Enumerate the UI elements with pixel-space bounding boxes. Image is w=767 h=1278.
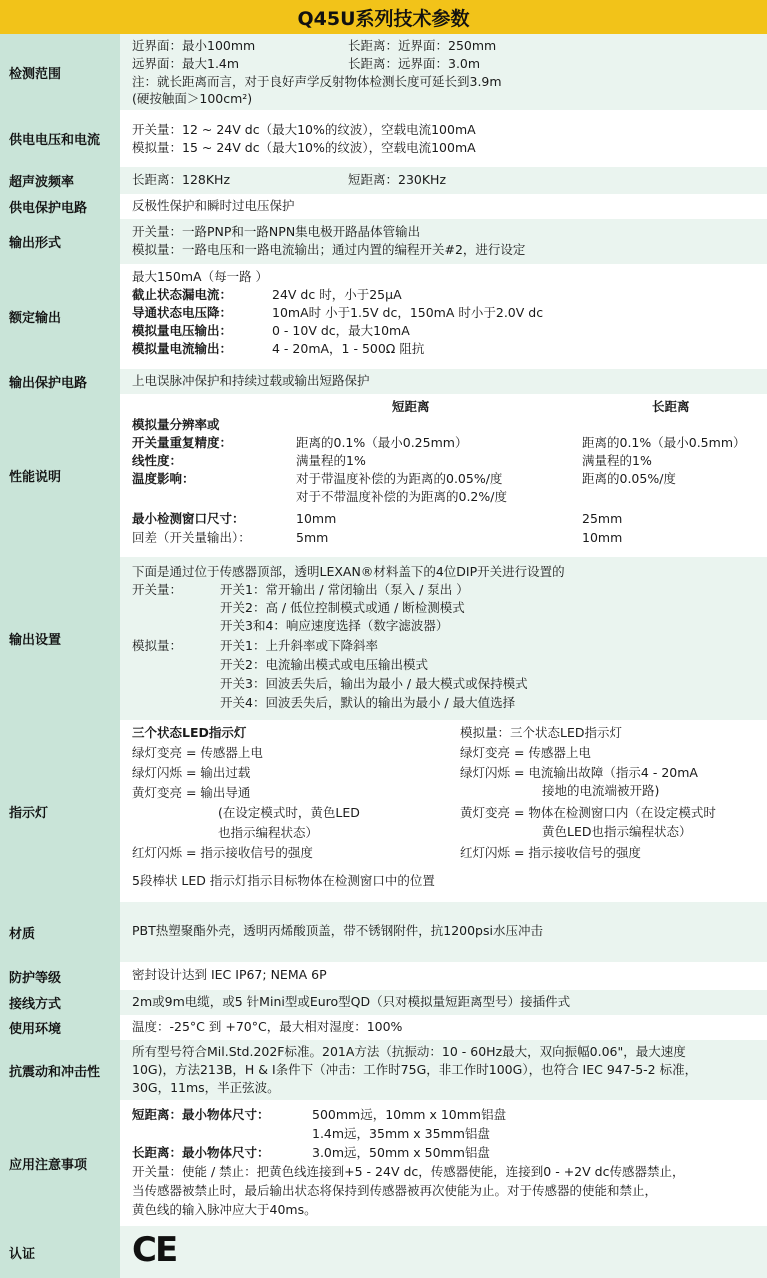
row-ultrasonic-frequency <box>0 167 767 194</box>
column-header: 短距离 <box>392 399 430 414</box>
text-line: 黄色LED也指示编程状态） <box>542 824 692 839</box>
text-line: 开关量： <box>132 582 183 597</box>
row-protection-class <box>0 962 767 990</box>
text-line: 24V dc 时，小于25μA <box>272 287 402 302</box>
text-line: 下面是通过位于传感器顶部，透明LEXAN®材料盖下的4位DIP开关进行设置的 <box>132 564 565 579</box>
text-line: 模拟量：三个状态LED指示灯 <box>460 725 622 740</box>
text-line: 10mm <box>296 511 337 526</box>
row-label: 输出设置 <box>0 557 120 720</box>
row-label: 抗震动和冲击性 <box>0 1040 120 1100</box>
text-line: 截止状态漏电流： <box>132 287 233 302</box>
text-line: 接地的电流端被开路) <box>542 783 660 798</box>
text-line: 温度影响： <box>132 471 195 486</box>
text-line: 0 - 10V dc，最大10mA <box>272 323 410 338</box>
row-label: 输出形式 <box>0 219 120 264</box>
text-line: 模拟量： <box>132 638 183 653</box>
row-content <box>120 1015 767 1040</box>
text-line: 开关量：使能 / 禁止：把黄色线连接到+5 - 24V dc，传感器使能，连接到0 - +2V dc传感器禁止， <box>132 1164 685 1179</box>
text-line: 长距离：最小物体尺寸： <box>132 1145 270 1160</box>
row-content <box>120 394 767 557</box>
column-header: 长距离 <box>652 399 690 414</box>
row-content <box>120 962 767 990</box>
row-label: 供电电压和电流 <box>0 110 120 167</box>
text-line: 开关3：回波丢失后，输出为最小 / 最大模式或保持模式 <box>220 676 528 691</box>
text-line: 回差（开关量输出）： <box>132 530 251 545</box>
text-line: 距离的0.05%/度 <box>582 471 676 486</box>
row-content <box>120 264 767 369</box>
row-content <box>120 1040 767 1100</box>
row-label: 认证 <box>0 1226 120 1278</box>
text-line: 短距离：230KHz <box>348 172 447 187</box>
row-label: 输出保护电路 <box>0 369 120 394</box>
text-line: 长距离：远界面：3.0m <box>348 56 481 71</box>
text-line: 距离的0.1%（最小0.5mm） <box>582 435 746 450</box>
text-line: PBT热塑聚酯外壳，透明丙烯酸顶盖，带不锈钢附件，抗1200psi水压冲击 <box>132 923 543 938</box>
text-line: 黄色线的输入脉冲应大于40ms。 <box>132 1202 317 1217</box>
text-line: 500mm远，10mm x 10mm铝盘 <box>312 1107 507 1122</box>
text-line: 红灯闪烁 = 指示接收信号的强度 <box>460 845 641 860</box>
text-line: 模拟量：15 ~ 24V dc（最大10%的纹波），空载电流100mA <box>132 140 476 155</box>
text-line: 对于带温度补偿的为距离的0.05%/度 <box>296 471 503 486</box>
text-line: 30G，11ms，半正弦波。 <box>132 1080 280 1095</box>
row-application-notes <box>0 1100 767 1226</box>
row-content <box>120 194 767 219</box>
text-line: 黄灯变亮 = 物体在检测窗口内（在设定模式时 <box>460 805 716 820</box>
text-line: 最小检测窗口尺寸： <box>132 511 245 526</box>
text-line: 开关量：12 ~ 24V dc（最大10%的纹波），空载电流100mA <box>132 122 476 137</box>
row-content <box>120 1226 767 1278</box>
text-line: 满量程的1% <box>582 453 652 468</box>
text-line: 线性度： <box>132 453 183 468</box>
ce-mark: CE <box>132 1230 177 1270</box>
text-line: 反极性保护和瞬时过电压保护 <box>132 198 295 213</box>
text-line: 绿灯变亮 = 传感器上电 <box>132 745 263 760</box>
text-line: 长距离：128KHz <box>132 172 231 187</box>
row-content <box>120 1100 767 1226</box>
text-line: 2m或9m电缆，或5 针Mini型或Euro型QD（只对模拟量短距离型号）接插件式 <box>132 994 571 1009</box>
row-label: 额定输出 <box>0 264 120 369</box>
row-content <box>120 219 767 264</box>
row-label: 供电保护电路 <box>0 194 120 219</box>
text-line: 温度：-25°C 到 +70°C，最大相对湿度：100% <box>132 1019 403 1034</box>
text-line: 模拟量电压输出： <box>132 323 233 338</box>
row-label: 指示灯 <box>0 720 120 902</box>
text-line: 3.0m远，50mm x 50mm铝盘 <box>312 1145 490 1160</box>
row-content <box>120 369 767 394</box>
text-line: 近界面：最小100mm <box>132 38 256 53</box>
text-line: 绿灯变亮 = 传感器上电 <box>460 745 591 760</box>
row-label: 超声波频率 <box>0 167 120 194</box>
text-line: 短距离：最小物体尺寸： <box>132 1107 270 1122</box>
row-performance <box>0 394 767 557</box>
text-line: 距离的0.1%（最小0.25mm） <box>296 435 468 450</box>
row-label: 防护等级 <box>0 962 120 990</box>
text-line: 所有型号符合Mil.Std.202F标准。201A方法（抗振动：10 - 60Hz最大，双向振幅0.06"，最大速度 <box>132 1044 686 1059</box>
row-content <box>120 557 767 720</box>
row-environment <box>0 1015 767 1040</box>
row-output-settings <box>0 557 767 720</box>
text-line: 10mA时 小于1.5V dc，150mA 时小于2.0V dc <box>272 305 544 320</box>
row-supply-voltage <box>0 110 767 167</box>
text-line: 模拟量电流输出： <box>132 341 233 356</box>
page-title: Q45U系列技术参数 <box>0 0 767 34</box>
text-line: 开关3和4：响应速度选择（数字滤波器） <box>220 618 449 633</box>
row-content <box>120 720 767 902</box>
text-line: 注：就长距离而言，对于良好声学反射物体检测长度可延长到3.9m <box>132 74 502 89</box>
row-content <box>120 902 767 962</box>
text-line: 10G)，方法213B，H & I条件下（冲击：工作时75G，非工作时100G），也符合 IEC 947-5-2 标准， <box>132 1062 698 1077</box>
row-detection-range <box>0 34 767 110</box>
row-rated-output <box>0 264 767 369</box>
text-line: 密封设计达到 IEC IP67; NEMA 6P <box>132 967 327 982</box>
row-content <box>120 110 767 167</box>
text-line: 开关1：常开输出 / 常闭输出（泵入 / 泵出 ） <box>220 582 469 597</box>
text-line: 开关2：电流输出模式或电压输出模式 <box>220 657 428 672</box>
text-line: 当传感器被禁止时，最后输出状态将保持到传感器被再次使能为止。对于传感器的使能和禁止， <box>132 1183 658 1198</box>
text-line: 对于不带温度补偿的为距离的0.2%/度 <box>296 489 507 504</box>
text-line: 满量程的1% <box>296 453 366 468</box>
text-line: 三个状态LED指示灯 <box>132 725 247 740</box>
text-line: 远界面：最大1.4m <box>132 56 240 71</box>
text-line: 开关4：回波丢失后，默认的输出为最小 / 最大值选择 <box>220 695 516 710</box>
row-material <box>0 902 767 962</box>
text-line: 4 - 20mA，1 - 500Ω 阻抗 <box>272 341 425 356</box>
text-line: 开关量：一路PNP和一路NPN集电极开路晶体管输出 <box>132 224 421 239</box>
text-line: (在设定模式时，黄色LED <box>218 805 360 820</box>
row-vibration-shock <box>0 1040 767 1100</box>
row-label: 性能说明 <box>0 394 120 557</box>
text-line: (硬按触面＞100cm²) <box>132 91 253 106</box>
row-label: 检测范围 <box>0 34 120 110</box>
text-line: 长距离：近界面：250mm <box>348 38 497 53</box>
row-indicators <box>0 720 767 902</box>
text-line: 黄灯变亮 = 输出导通 <box>132 785 251 800</box>
text-line: 上电误脉冲保护和持续过载或输出短路保护 <box>132 373 370 388</box>
row-content <box>120 34 767 110</box>
text-line: 5mm <box>296 530 329 545</box>
text-line: 5段棒状 LED 指示灯指示目标物体在检测窗口中的位置 <box>132 873 435 888</box>
text-line: 绿灯闪烁 = 电流输出故障（指示4 - 20mA <box>460 765 698 780</box>
text-line: 25mm <box>582 511 623 526</box>
text-line: 模拟量：一路电压和一路电流输出；通过内置的编程开关#2，进行设定 <box>132 242 526 257</box>
text-line: 也指示编程状态） <box>218 825 319 840</box>
text-line: 模拟量分辨率或 <box>132 417 220 432</box>
text-line: 红灯闪烁 = 指示接收信号的强度 <box>132 845 313 860</box>
text-line: 开关2：高 / 低位控制模式或通 / 断检测模式 <box>220 600 465 615</box>
row-wiring <box>0 990 767 1015</box>
text-line: 1.4m远，35mm x 35mm铝盘 <box>312 1126 490 1141</box>
text-line: 开关量重复精度： <box>132 435 233 450</box>
row-label: 应用注意事项 <box>0 1100 120 1226</box>
text-line: 开关1：上升斜率或下降斜率 <box>220 638 378 653</box>
text-line: 10mm <box>582 530 623 545</box>
text-line: 最大150mA（每一路 ） <box>132 269 269 284</box>
text-line: 导通状态电压降： <box>132 305 233 320</box>
row-label: 材质 <box>0 902 120 962</box>
text-line: 绿灯闪烁 = 输出过载 <box>132 765 251 780</box>
row-content <box>120 167 767 194</box>
row-supply-protection <box>0 194 767 219</box>
row-label: 接线方式 <box>0 990 120 1015</box>
row-certification <box>0 1226 767 1278</box>
row-label: 使用环境 <box>0 1015 120 1040</box>
row-content <box>120 990 767 1015</box>
row-output-type <box>0 219 767 264</box>
row-output-protection <box>0 369 767 394</box>
